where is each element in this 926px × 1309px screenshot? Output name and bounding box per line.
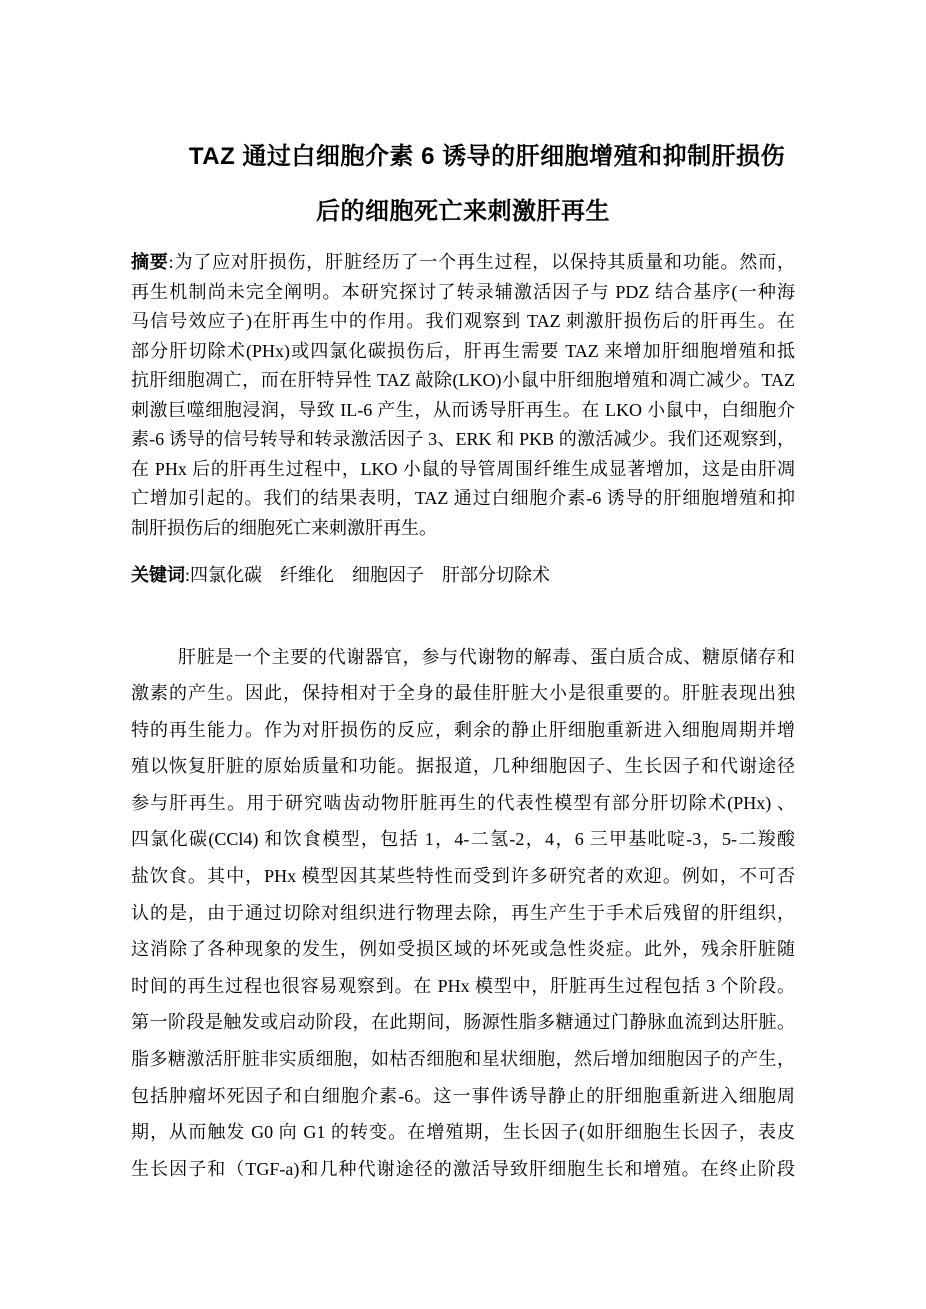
- paper-title-line-1: TAZ 通过白细胞介素 6 诱导的肝细胞增殖和抑制肝损伤: [188, 143, 786, 170]
- body-line: 这消除了各种现象的发生，例如受损区域的坏死或急性炎症。此外，残余肝脏随: [131, 939, 795, 960]
- body-line: 肝脏是一个主要的代谢器官，参与代谢物的解毒、蛋白质合成、糖原储存和: [178, 646, 795, 667]
- abstract-line: 刺激巨噬细胞浸润，导致 IL-6 产生，从而诱导肝再生。在 LKO 小鼠中，白细胞介: [131, 399, 795, 420]
- abstract-label: 摘要: [131, 252, 169, 272]
- body-lines: [131, 639, 795, 1188]
- abstract-lines: [131, 278, 795, 544]
- paper-title-line-2: 后的细胞死亡来刺激肝再生: [316, 198, 610, 225]
- body-line: 激素的产生。因此，保持相对于全身的最佳肝脏大小是很重要的。肝脏表现出独: [131, 683, 795, 704]
- abstract-line: 部分肝切除术(PHx)或四氯化碳损伤后，肝再生需要 TAZ 来增加肝细胞增殖和抵: [131, 340, 795, 361]
- abstract-line: 素-6 诱导的信号转导和转录激活因子 3、ERK 和 PKB 的激活减少。我们还观察到，: [131, 429, 795, 449]
- body-line: 参与肝再生。用于研究啮齿动物肝脏再生的代表性模型有部分肝切除术(PHx) 、: [131, 792, 795, 813]
- page-content: [0, 129, 926, 1187]
- abstract-line: 抗肝细胞凋亡，而在肝特异性 TAZ 敲除(LKO)小鼠中肝细胞增殖和凋亡减少。TAZ: [131, 370, 795, 390]
- abstract-line: 在 PHx 后的肝再生过程中，LKO 小鼠的导管周围纤维生成显著增加，这是由肝凋: [131, 458, 795, 479]
- abstract-section: [131, 248, 795, 543]
- body-line: 特的再生能力。作为对肝损伤的反应，剩余的静止肝细胞重新进入细胞周期并增: [131, 719, 795, 740]
- body-line: 时间的再生过程也很容易观察到。在 PHx 模型中，肝脏再生过程包括 3 个阶段。: [131, 975, 795, 996]
- abstract-line: 马信号效应子)在肝再生中的作用。我们观察到 TAZ 刺激肝损伤后的肝再生。在: [131, 311, 795, 331]
- body-line: 脂多糖激活肝脏非实质细胞，如枯否细胞和星状细胞，然后增加细胞因子的产生，: [131, 1049, 795, 1070]
- body-line: 四氯化碳(CCl4) 和饮食模型，包括 1，4-二氢-2，4，6 三甲基吡啶-3，5-二羧酸: [131, 829, 795, 850]
- keywords-line: [131, 561, 795, 591]
- keywords-label: 关键词: [131, 565, 185, 585]
- body-line: 生长因子和（TGF-a)和几种代谢途径的激活导致肝细胞生长和增殖。在终止阶段: [131, 1158, 795, 1179]
- keywords-text: :四氯化碳 纤维化 细胞因子 肝部分切除术: [185, 565, 550, 585]
- body-line: 殖以恢复肝脏的原始质量和功能。据报道，几种细胞因子、生长因子和代谢途径: [131, 756, 795, 777]
- body-line: 认的是，由于通过切除对组织进行物理去除，再生产生于手术后残留的肝组织，: [131, 902, 795, 923]
- body-line: 盐饮食。其中，PHx 模型因其某些特性而受到许多研究者的欢迎。例如，不可否: [131, 866, 795, 887]
- abstract-line: 再生机制尚未完全阐明。本研究探讨了转录辅激活因子与 PDZ 结合基序(一种海: [131, 281, 795, 302]
- body-line: 第一阶段是触发或启动阶段，在此期间，肠源性脂多糖通过门静脉血流到达肝脏。: [131, 1012, 795, 1033]
- abstract-line: 亡增加引起的。我们的结果表明，TAZ 通过白细胞介素-6 诱导的肝细胞增殖和抑: [131, 488, 795, 508]
- abstract-first-line-text: :为了应对肝损伤，肝脏经历了一个再生过程，以保持其质量和功能。然而，: [168, 252, 796, 272]
- abstract-first-line: [131, 248, 795, 278]
- paper-title: [131, 129, 795, 239]
- body-line: 包括肿瘤坏死因子和白细胞介素-6。这一事件诱导静止的肝细胞重新进入细胞周: [131, 1085, 795, 1106]
- abstract-line: 制肝损伤后的细胞死亡来刺激肝再生。: [131, 517, 437, 538]
- body-paragraph: [131, 639, 795, 1188]
- body-line: 期，从而触发 G0 向 G1 的转变。在增殖期，生长因子(如肝细胞生长因子，表皮: [131, 1122, 795, 1143]
